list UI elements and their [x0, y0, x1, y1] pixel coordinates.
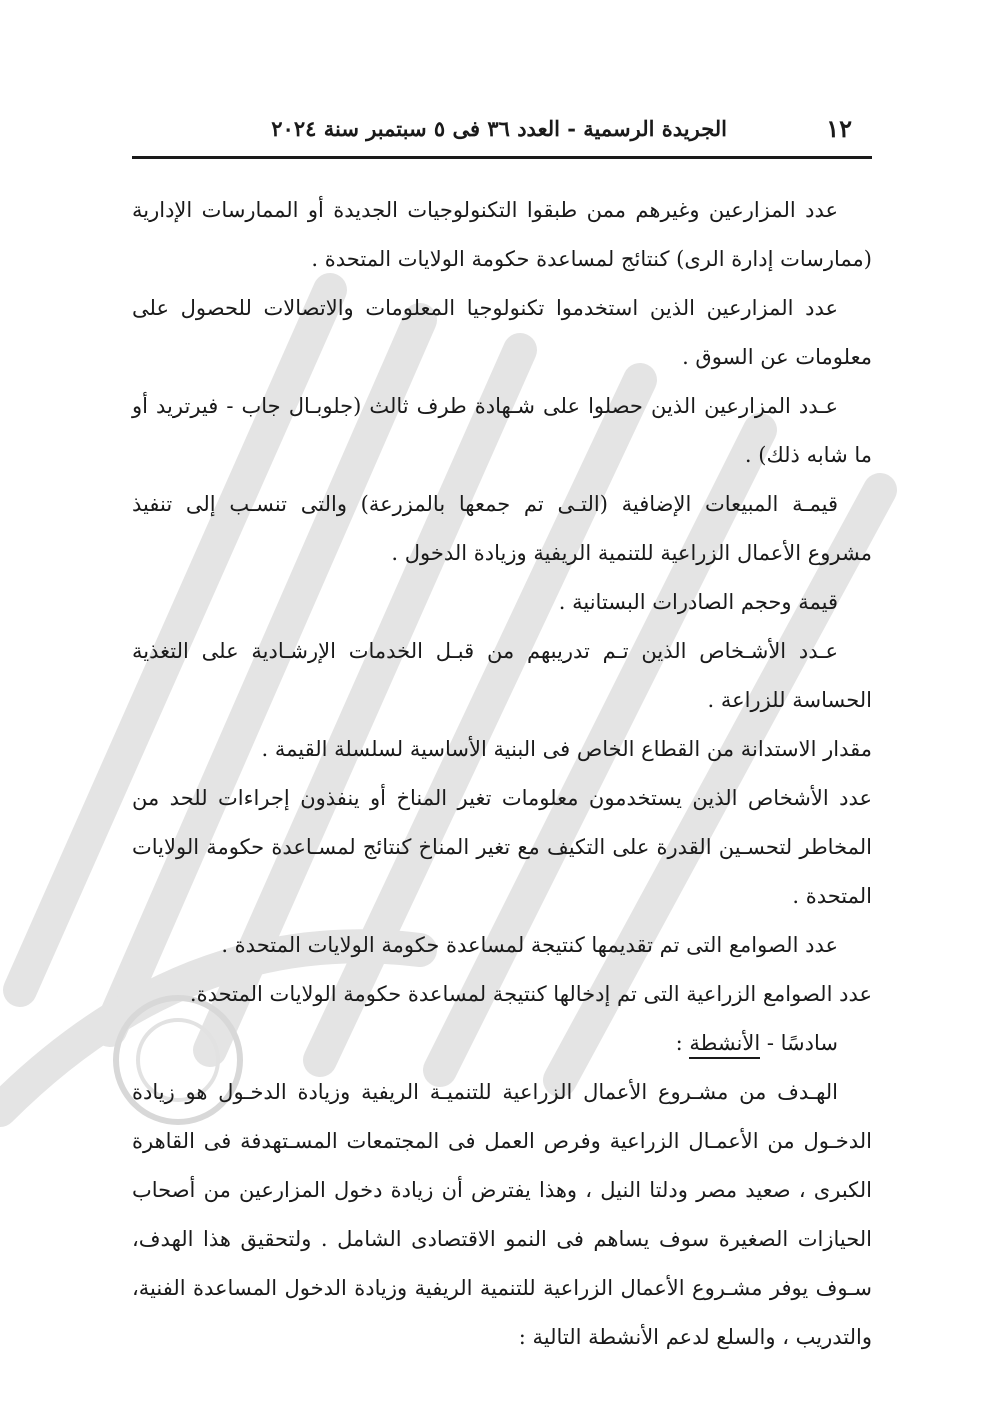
indicator-paragraph: عدد الصوامع التى تم تقديمها كنتيجة لمساعدة حكومة الولايات المتحدة . [221, 933, 838, 957]
section-heading [132, 1019, 872, 1068]
activities-paragraph: الهـدف من مشـروع الأعمال الزراعية للتنميـة الريفية وزيادة الدخـول هو زيادة الدخـول من الأعمـال الزراعية وفرص العمل فى المجتمعات المسـتهدفة فى القاهرة الكبرى ، صعيد مصر ودلتا النيل ، وهذا يفترض أن زيادة دخول المزارعين من أصحاب الحيازات الصغيرة سوف يساهم فى النمو الاقتصادى الشامل . ولتحقيق هذا الهدف، سـوف يوفر مشـروع الأعمال الزراعية للتنمية الريفية وزيادة الدخول المساعدة الفنية، والتدريب ، والسلع لدعم الأنشطة التالية : [132, 1080, 872, 1349]
header-divider [132, 156, 872, 159]
indicator-paragraph: عدد الصوامع الزراعية التى تم إدخالها كنتيجة لمساعدة حكومة الولايات المتحدة. [189, 982, 872, 1006]
running-title: الجريدة الرسمية - العدد ٣٦ فى ٥ سبتمبر سنة ٢٠٢٤ [271, 116, 727, 141]
indicator-paragraph: عدد الأشخاص الذين يستخدمون معلومات تغير المناخ أو ينفذون إجراءات للحد من المخاطر لتحسـين القدرة على التكيف مع تغير المناخ كنتائج لمسـاعدة حكومة الولايات المتحدة . [132, 786, 872, 908]
indicator-paragraph: قيمـة المبيعات الإضافية (التـى تم جمعها بالمزرعة) والتى تنسـب إلى تنفيذ مشروع الأعمال الزراعية للتنمية الريفية وزيادة الدخول . [132, 492, 872, 565]
indicator-paragraph: عدد المزارعين الذين استخدموا تكنولوجيا المعلومات والاتصالات للحصول على معلومات عن السوق . [132, 296, 872, 369]
indicator-paragraph: قيمة وحجم الصادرات البستانية . [558, 590, 838, 614]
page-header [132, 112, 872, 152]
indicator-paragraph: عـدد المزارعين الذين حصلوا على شـهادة طرف ثالث (جلوبـال جاب - فيرتريد أو ما شابه ذلك) . [132, 394, 872, 467]
indicator-paragraph: عـدد الأشـخاص الذين تـم تدريبهم من قبـل الخدمات الإرشـادية على التغذية الحساسة للزراعة . [132, 639, 872, 712]
section-title: الأنشطة [689, 1031, 760, 1059]
indicator-paragraph: عدد المزارعين وغيرهم ممن طبقوا التكنولوجيات الجديدة أو الممارسات الإدارية (ممارسات إدارة الرى) كنتائج لمساعدة حكومة الولايات المتحدة . [132, 198, 872, 271]
document-body [132, 186, 872, 1362]
page-number: ١٢ [826, 114, 852, 143]
section-prefix: سادسًا - [760, 1031, 838, 1055]
section-suffix: : [675, 1031, 690, 1055]
indicator-paragraph: مقدار الاستدانة من القطاع الخاص فى البنية الأساسية لسلسلة القيمة . [261, 737, 872, 761]
